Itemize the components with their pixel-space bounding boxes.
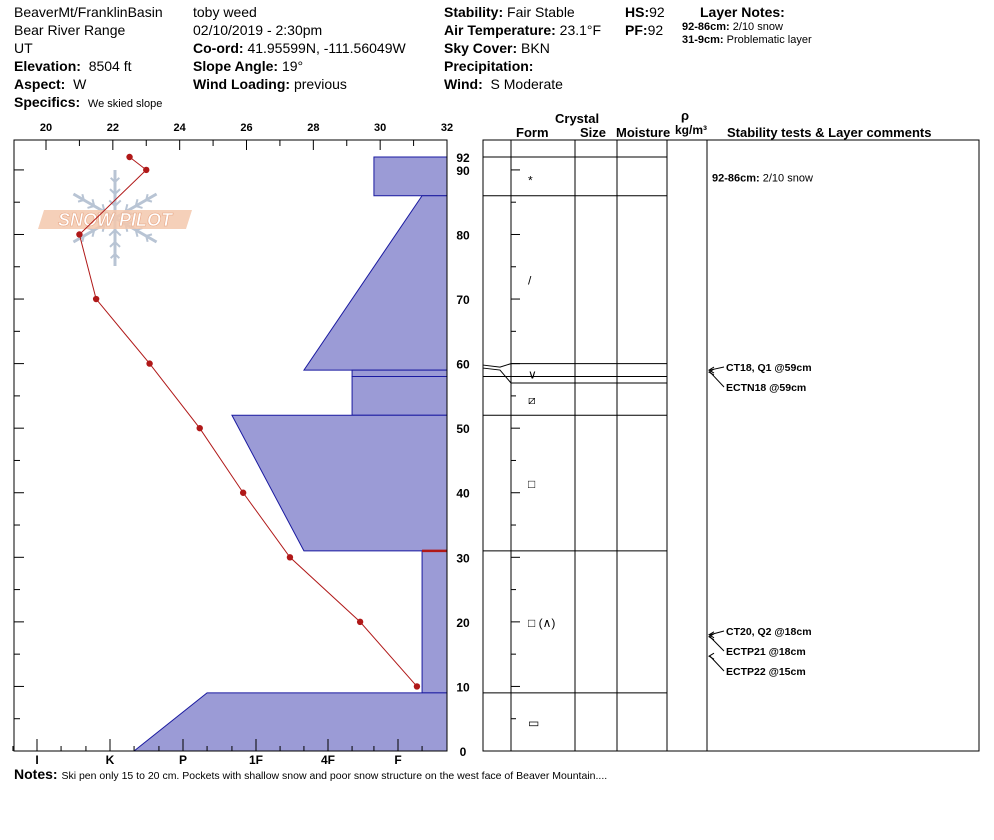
slope-value: 19° [281, 58, 304, 74]
height-tick-label: 80 [456, 228, 470, 243]
layer-note-1: 92-86cm: 2/10 snow [682, 21, 783, 33]
observer-name: toby weed [193, 4, 257, 20]
temperature-point [287, 554, 293, 560]
coord-row: Co-ord: 41.95599N, -111.56049W [193, 40, 406, 56]
hardness-layer [422, 551, 447, 693]
temperature-point [197, 425, 203, 431]
temperature-point [146, 360, 152, 366]
coord-value: 41.95599N, -111.56049W [247, 40, 406, 56]
wind-loading-row: Wind Loading: previous [193, 76, 347, 92]
temp-tick-label: 26 [240, 122, 253, 134]
layer-note-2: 31-9cm: Problematic layer [682, 34, 812, 46]
temperature-point [143, 167, 149, 173]
hardness-profile [134, 157, 447, 751]
observation-datetime: 02/10/2019 - 2:30pm [193, 22, 323, 38]
aspect-value: W [73, 76, 87, 92]
crystal-form-symbol: / [528, 273, 532, 288]
hardness-layer [374, 157, 447, 196]
hardness-label: K [105, 753, 115, 767]
snowflake-branch [82, 194, 83, 200]
temp-tick-label: 28 [307, 122, 320, 134]
crystal-form-symbol: * [528, 173, 533, 188]
col-form-header: Form [516, 125, 549, 140]
temp-tick-label: 32 [440, 122, 454, 134]
elevation-value: 8504 ft [88, 58, 132, 74]
hs-row: HS:92 [625, 4, 665, 20]
stability-tests [709, 362, 812, 678]
col-rho-header: ρ [681, 108, 690, 123]
stability-test-label: ECTN18 @59cm [726, 382, 807, 394]
crystal-form-symbol: ⧄ [528, 393, 536, 408]
crystal-form-symbol: ∨ [528, 367, 537, 382]
temperature-point [76, 231, 82, 237]
stability-test-label: ECTP21 @18cm [726, 646, 806, 658]
col-moisture-header: Moisture [616, 125, 671, 140]
temperature-point [93, 296, 99, 302]
height-tick-label: 20 [456, 615, 470, 630]
col-size-header: Size [580, 125, 607, 140]
col-density-header: kg/m³ [675, 123, 708, 137]
hardness-label: 1F [248, 753, 264, 767]
stability-value: Fair Stable [507, 4, 575, 20]
logo-text: SNOW PILOT [58, 210, 172, 230]
col-crystal-header: Crystal [555, 111, 600, 126]
hardness-layer [352, 377, 447, 416]
state-name: UT [14, 40, 33, 56]
precip-row: Precipitation: [444, 58, 534, 74]
hardness-layer [352, 370, 447, 376]
specifics-row: Specifics: We skied slope [14, 94, 163, 110]
hardness-label: F [394, 753, 402, 767]
hardness-layer [232, 415, 447, 551]
hardness-layer [134, 693, 447, 751]
layer-table [483, 140, 979, 751]
sky-row: Sky Cover: BKN [444, 40, 550, 56]
height-tick-label: 30 [456, 551, 470, 566]
pf-row: PF:92 [625, 22, 664, 38]
height-tick-label: 40 [456, 486, 470, 501]
wind-loading-value: previous [293, 76, 347, 92]
snowflake-branch [136, 206, 143, 208]
snowflake-branch [146, 236, 147, 242]
snowflake-branch [78, 200, 84, 202]
temp-tick-label: 30 [374, 122, 387, 134]
temp-tick-label: 24 [173, 122, 186, 134]
elevation-row: Elevation: 8504 ft [14, 58, 132, 74]
temperature-point [357, 619, 363, 625]
temperature-point [126, 154, 132, 160]
hardness-label: I [35, 753, 39, 767]
layer-notes-title: Layer Notes: [700, 4, 785, 20]
temp-tick-label: 20 [39, 122, 53, 134]
height-tick-label: 60 [456, 357, 470, 372]
stability-test-label: ECTP22 @15cm [726, 666, 806, 678]
snowflake-branch [87, 206, 94, 208]
temp-tick-label: 22 [106, 122, 119, 134]
crystal-form-symbol: ▭ [528, 715, 540, 730]
slope-row: Slope Angle: 19° [193, 58, 304, 74]
table-frame [483, 140, 979, 751]
hardness-label: P [178, 753, 188, 767]
specifics-value: We skied slope [87, 98, 163, 110]
stability-test-label: CT18, Q1 @59cm [726, 362, 812, 374]
wind-row: Wind: S Moderate [444, 76, 563, 92]
pf-value: 92 [647, 22, 664, 38]
stability-test-label: CT20, Q2 @18cm [726, 626, 812, 638]
snowpilot-logo [38, 170, 192, 266]
layer-comment: 92-86cm: 2/10 snow [712, 172, 813, 185]
height-tick-label: 10 [456, 680, 470, 695]
air-temp-row: Air Temperature: 23.1°F [444, 22, 602, 38]
height-tick-label: 90 [456, 163, 470, 178]
crystal-form-symbol: □ [528, 477, 536, 492]
temperature-point [414, 683, 420, 689]
notes-row [14, 765, 607, 785]
range-name: Bear River Range [14, 22, 126, 38]
temperature-point [240, 490, 246, 496]
notes-label: Notes: [14, 766, 58, 782]
height-tick-label: 0 [459, 745, 467, 759]
col-stability-header: Stability tests & Layer comments [727, 125, 932, 140]
stability-row: Stability: Fair Stable [444, 4, 575, 20]
sky-value: BKN [521, 40, 550, 56]
crystal-form-symbol: □ (∧) [528, 615, 556, 630]
notes-text: Ski pen only 15 to 20 cm. Pockets with shallow snow and poor snow structure on the west face of Beaver Mountain.... [61, 770, 608, 782]
hardness-label: 4F [320, 753, 336, 767]
wind-value: S Moderate [490, 76, 563, 92]
air-temp-value: 23.1°F [559, 22, 602, 38]
snowflake-branch [146, 234, 152, 236]
location-name: BeaverMt/FranklinBasin [14, 4, 163, 20]
height-tick-label: 50 [456, 422, 470, 437]
snowflake-branch [146, 200, 152, 202]
hardness-layer [304, 196, 447, 370]
height-tick-label: 92 [456, 151, 470, 165]
aspect-row: Aspect: W [14, 76, 87, 92]
hs-value: 92 [649, 4, 665, 20]
snowflake-branch [82, 236, 83, 242]
height-tick-label: 70 [456, 293, 470, 308]
snowflake-branch [146, 194, 147, 200]
